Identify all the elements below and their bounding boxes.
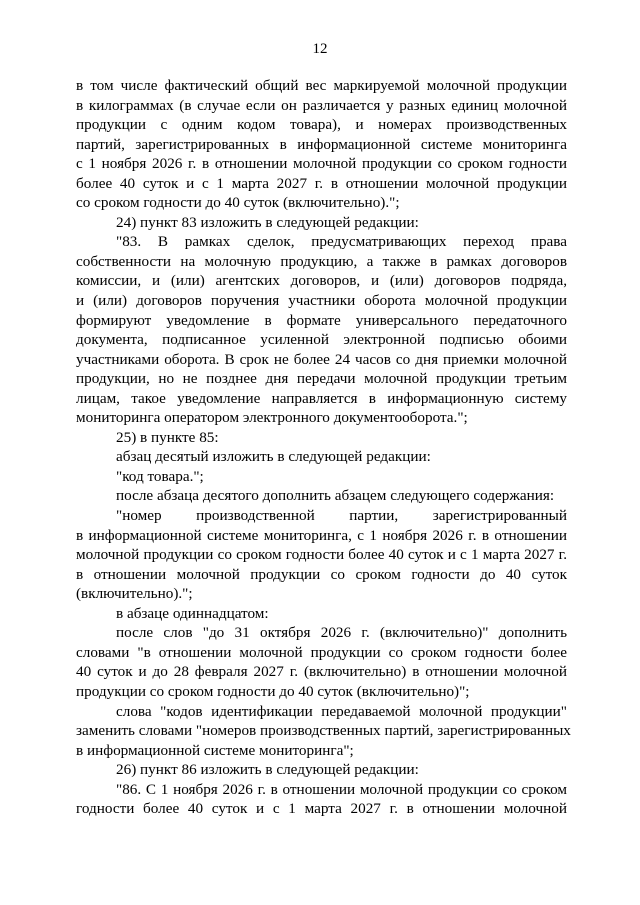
text-line: 25) в пункте 85:	[116, 428, 219, 446]
text-line: и (или) договоров поручения участники оборота молочной продукции	[76, 292, 567, 310]
text-line: после абзаца десятого дополнить абзацем следующего содержания:	[116, 487, 555, 505]
text-line: "номер производственной партии, зарегистрированный	[116, 507, 567, 525]
text-line: участниками оборота. В срок не более 24 часов со дня приемки молочной	[76, 350, 567, 368]
text-line: формируют уведомление в формате универсального передаточного	[76, 311, 567, 329]
text-line: продукции с одним кодом товара), и номерах производственных	[76, 116, 567, 134]
text-line: документа, подписанное усиленной электронной подписью обоими	[76, 331, 567, 349]
text-line: "86. С 1 ноября 2026 г. в отношении молочной продукции со сроком	[116, 780, 567, 798]
text-line: в информационной системе мониторинга";	[76, 741, 354, 759]
text-line: в абзаце одиннадцатом:	[116, 604, 269, 622]
text-line: после слов "до 31 октября 2026 г. (включительно)" дополнить	[116, 624, 567, 642]
page-number: 12	[312, 41, 328, 57]
text-line: собственности на молочную продукцию, а также в рамках договоров	[76, 252, 567, 270]
text-line: в том числе фактический общий вес маркируемой молочной продукции	[76, 77, 567, 94]
text-line: годности более 40 суток и с 1 марта 2027 г. в отношении молочной	[76, 800, 567, 818]
text-line: продукции, но не позднее дня передачи молочной продукции третьим	[76, 370, 567, 388]
text-line: мониторинга оператором электронного документооборота.";	[76, 409, 468, 427]
text-line: 40 суток и до 28 февраля 2027 г. (включительно) в отношении молочной	[76, 663, 567, 681]
text-line: в информационной системе мониторинга, с 1 ноября 2026 г. в отношении	[76, 526, 567, 544]
document-body	[76, 76, 571, 819]
text-line: абзац десятый изложить в следующей редакции:	[116, 448, 431, 466]
text-line: 24) пункт 83 изложить в следующей редакции:	[116, 213, 419, 231]
text-line: комиссии, и (или) агентских договоров, и (или) договоров подряда,	[76, 272, 567, 290]
text-line: со сроком годности до 40 суток (включительно).";	[76, 194, 400, 212]
text-line: в килограммах (в случае если он различается у разных единиц молочной	[76, 96, 567, 114]
text-line: слова "кодов идентификации передаваемой молочной продукции"	[116, 702, 567, 720]
text-line: заменить словами "номеров производственных партий, зарегистрированных	[76, 722, 571, 740]
text-line: "код товара.";	[116, 467, 204, 485]
text-line: более 40 суток и с 1 марта 2027 г. в отношении молочной продукции	[76, 174, 567, 192]
text-line: 26) пункт 86 изложить в следующей редакции:	[116, 761, 419, 779]
text-line: молочной продукции со сроком годности более 40 суток и с 1 марта 2027 г.	[76, 546, 567, 564]
text-line: продукции со сроком годности до 40 суток (включительно)";	[76, 682, 470, 700]
text-line: "83. В рамках сделок, предусматривающих переход права	[116, 233, 567, 251]
text-line: партий, зарегистрированных в информационной системе мониторинга	[76, 135, 567, 153]
text-line: (включительно).";	[76, 585, 193, 603]
text-line: словами "в отношении молочной продукции со сроком годности более	[76, 643, 567, 661]
text-line: с 1 ноября 2026 г. в отношении молочной продукции со сроком годности	[76, 155, 567, 173]
text-line: лицам, такое уведомление направляется в информационную систему	[76, 389, 567, 407]
text-line: в отношении молочной продукции со сроком годности до 40 суток	[76, 565, 567, 583]
